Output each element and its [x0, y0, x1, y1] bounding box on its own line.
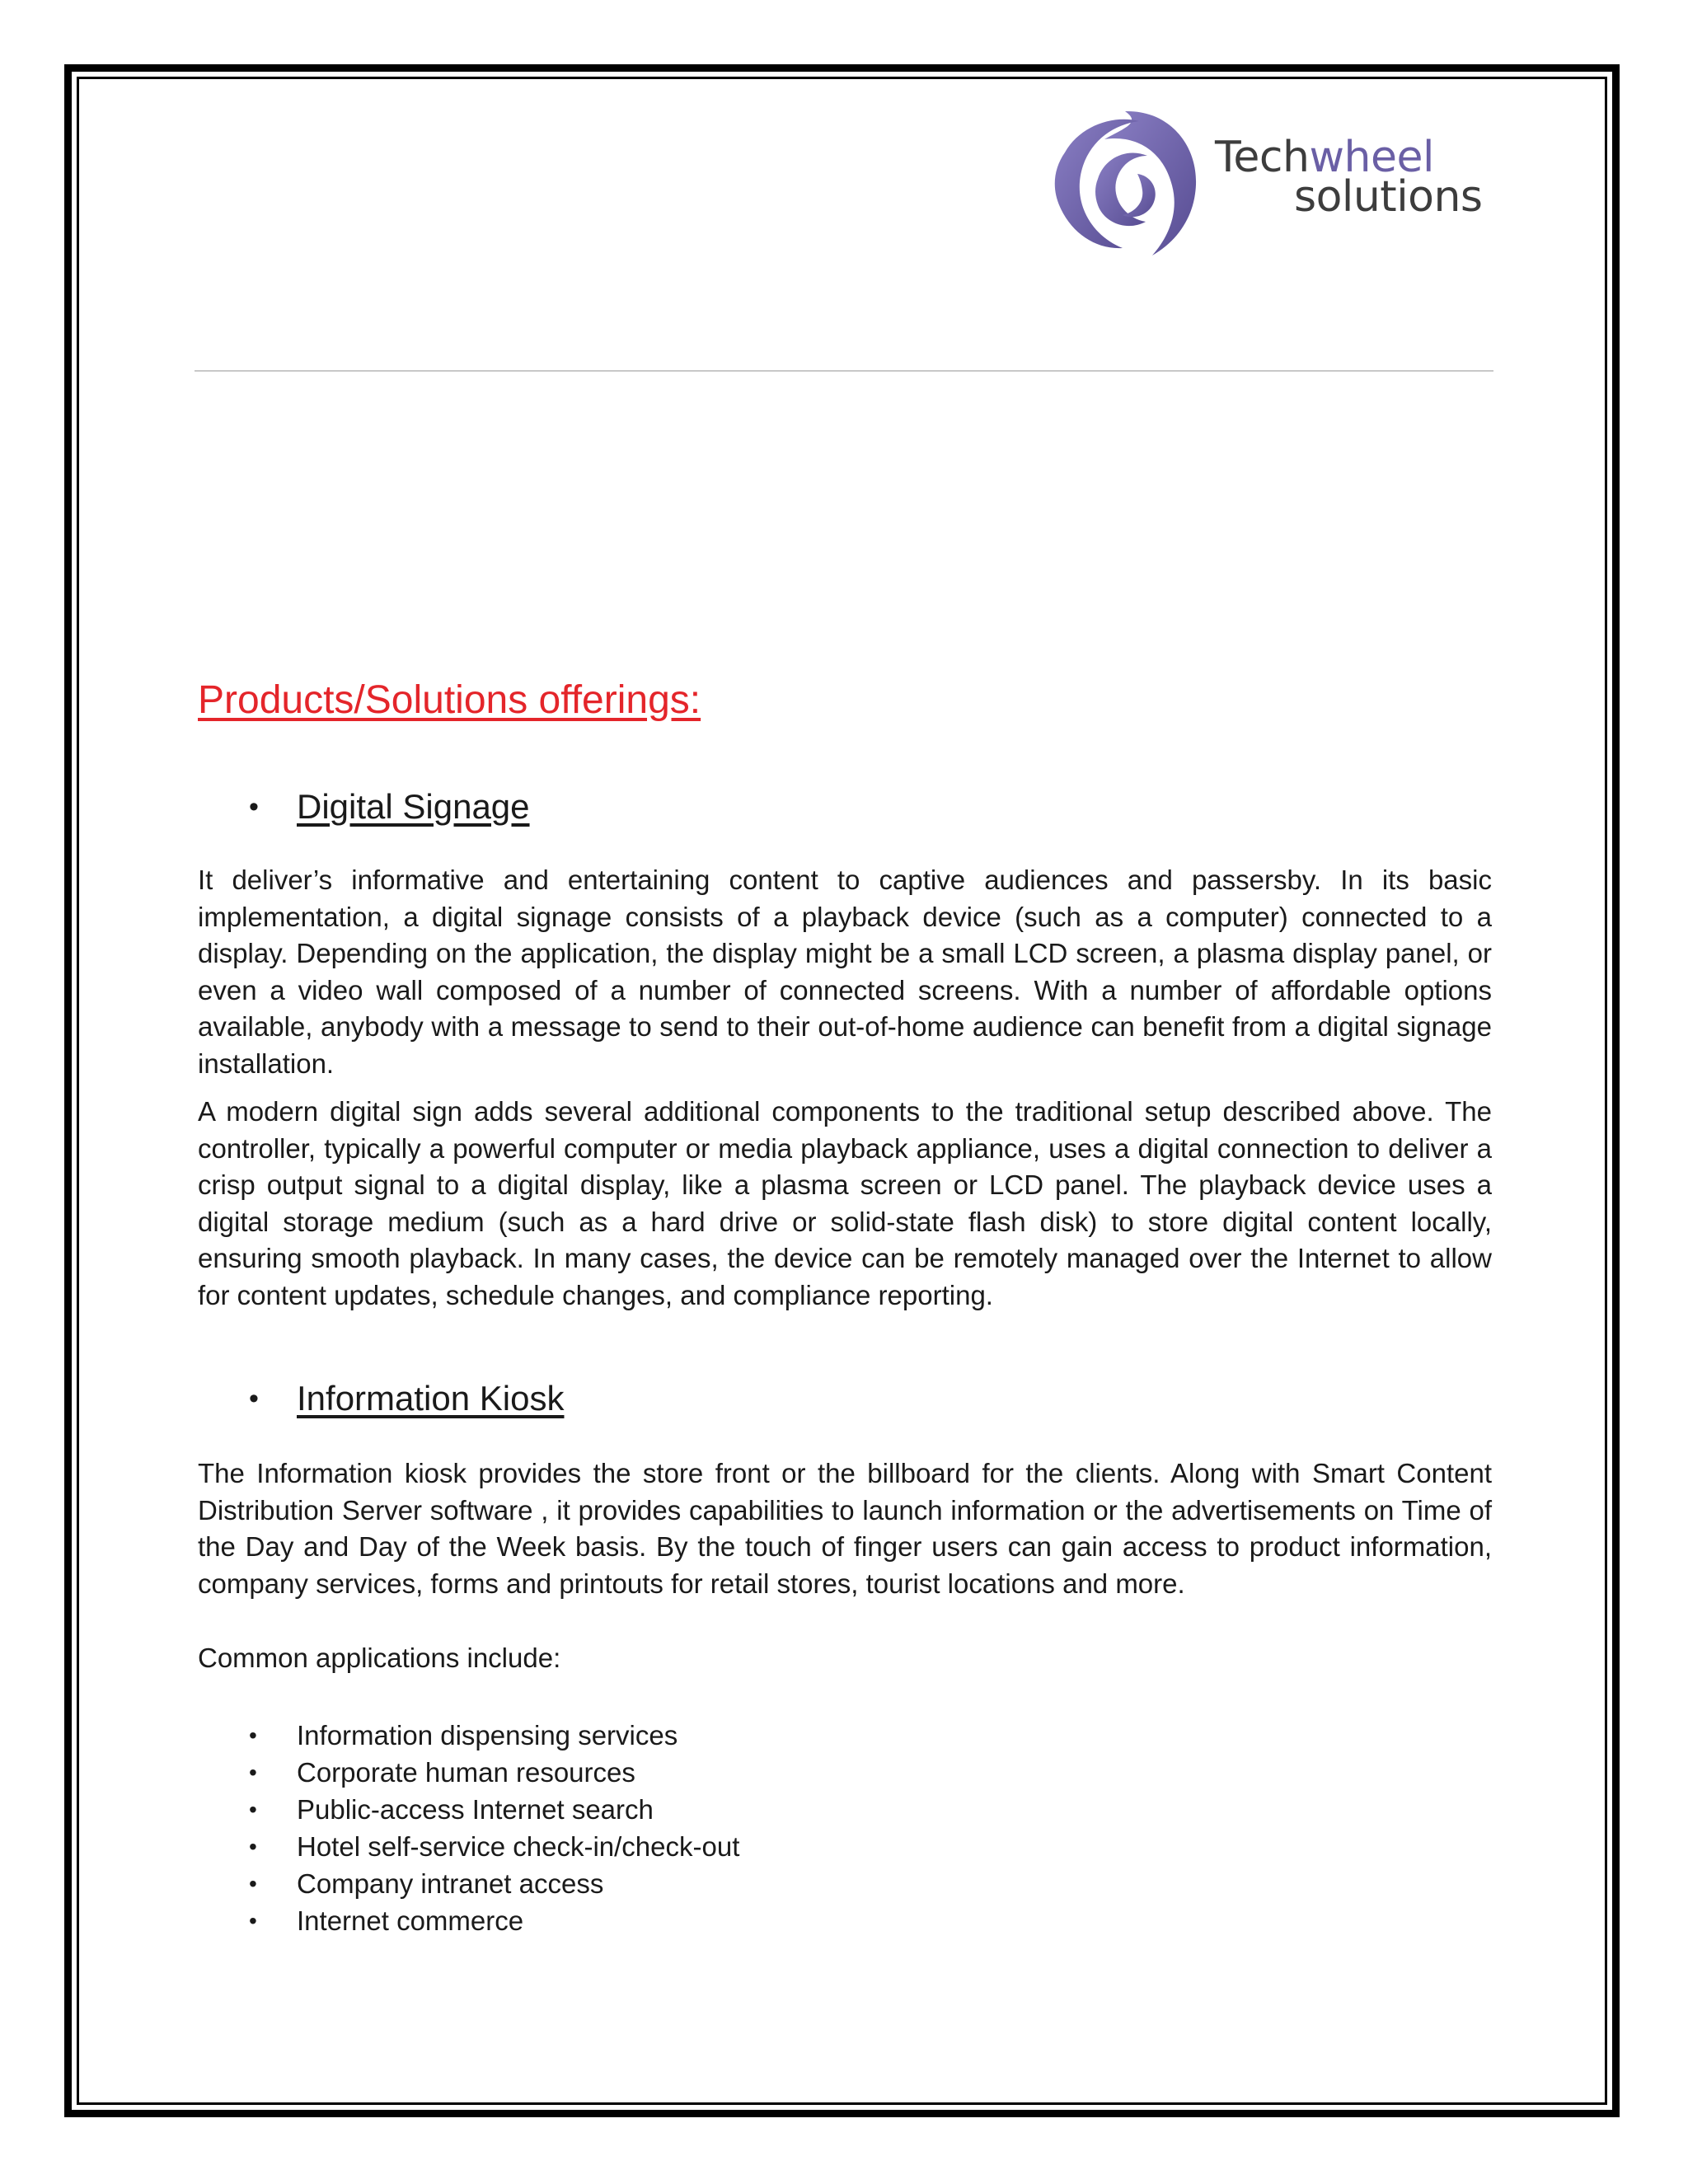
applications-list	[198, 1717, 1492, 1939]
list-item: • Company intranet access	[198, 1865, 1492, 1902]
bullet-icon: •	[249, 1759, 257, 1785]
logo-word-wheel: wheel	[1309, 133, 1434, 182]
paragraph: A modern digital sign adds several additional components to the traditional setup described above. The controller, typically a powerful computer or media playback appliance, uses a digital connection to deliver a crisp output signal to a digital display, like a plasma screen or LCD panel. The playback device uses a digital storage medium (such as a hard drive or solid-state flash disk) to store digital content locally, ensuring smooth playback. In many cases, the device can be remotely managed over the Internet to allow for content updates, schedule changes, and compliance reporting.	[198, 1096, 1492, 1310]
document-body	[198, 676, 1492, 1939]
list-item: • Information dispensing services	[198, 1717, 1492, 1754]
company-logo	[1047, 103, 1508, 268]
bullet-icon: •	[249, 1722, 257, 1748]
paragraph: It deliver’s informative and entertaining content to captive audiences and passersby. In its basic implementation, a digital signage consists of a playback device (such as a computer) connected to a display. Depending on the application, the display might be a small LCD screen, a plasma display panel, or even a video wall composed of a number of connected screens. With a number of affordable options available, anybody with a message to send to their out-of-home audience can benefit from a digital signage installation.	[198, 865, 1492, 1079]
bullet-icon: •	[249, 791, 259, 823]
logo-word-solutions: solutions	[1294, 172, 1483, 222]
header-divider	[195, 370, 1493, 372]
bullet-icon: •	[249, 1907, 257, 1933]
list-item: • Hotel self-service check-in/check-out	[198, 1828, 1492, 1865]
page-title: Products/Solutions offerings:	[198, 678, 701, 722]
bullet-icon: •	[249, 1383, 259, 1414]
bullet-icon: •	[249, 1833, 257, 1859]
section-title-information-kiosk: • Information Kiosk	[198, 1376, 1492, 1421]
bullet-icon: •	[249, 1796, 257, 1822]
logo-word-tech: Tech	[1215, 133, 1310, 182]
paragraph-applications-intro: Common applications include:	[198, 1643, 561, 1673]
paragraph: The Information kiosk provides the store front or the billboard for the clients. Along with Smart Content Distribution Server software , it provides capabilities to launch information or the advertisements on Time of the Day and Day of the Week basis. By the touch of finger users can gain access to product information, company services, forms and printouts for retail stores, tourist locations and more.	[198, 1458, 1492, 1599]
swirl-logo-icon	[1047, 103, 1203, 268]
list-item: • Corporate human resources	[198, 1754, 1492, 1791]
list-item: • Internet commerce	[198, 1902, 1492, 1939]
bullet-icon: •	[249, 1870, 257, 1896]
logo-wordmark	[1215, 133, 1483, 222]
list-item: • Public-access Internet search	[198, 1791, 1492, 1828]
section-title-digital-signage: • Digital Signage	[198, 785, 1492, 829]
